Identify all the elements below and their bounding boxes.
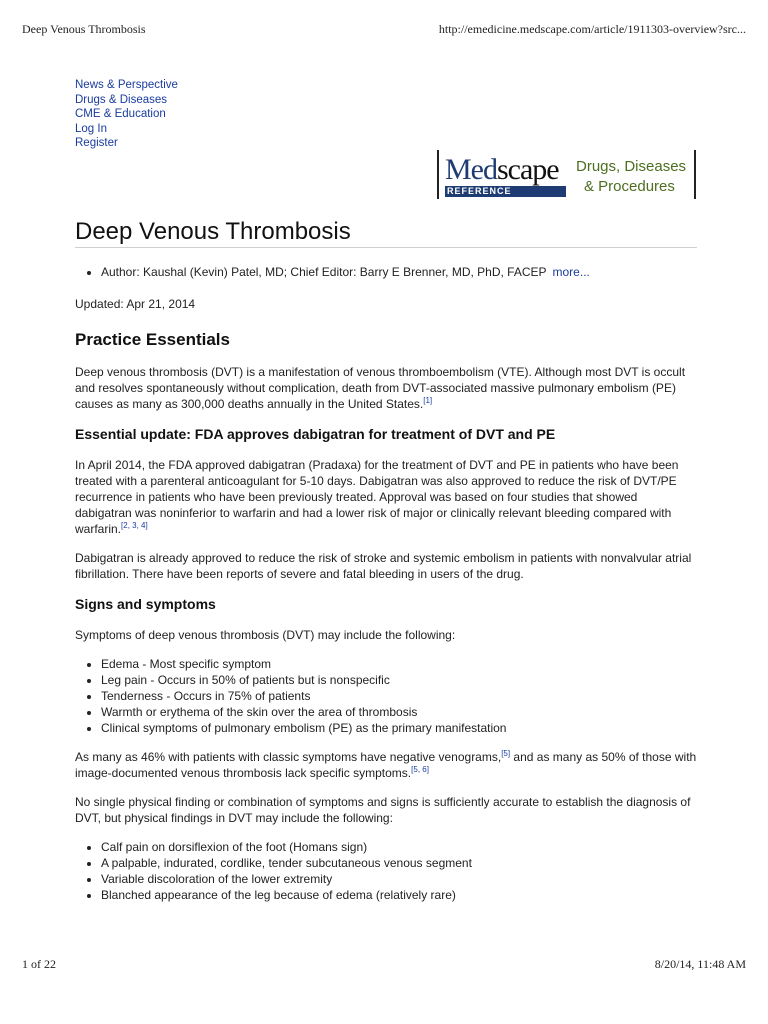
update-paragraph-1	[75, 457, 697, 537]
print-footer	[22, 957, 746, 973]
medscape-reference-logo[interactable]	[437, 150, 696, 199]
top-nav	[75, 78, 178, 151]
logo-tagline-line1: Drugs, Diseases	[576, 158, 687, 175]
list-item: • Edema - Most specific symptom	[101, 656, 697, 672]
logo-reference-bar: REFERENCE	[445, 186, 566, 197]
list-item: • Variable discoloration of the lower extremity	[101, 871, 697, 887]
author-text: Author: Kaushal (Kevin) Patel, MD; Chief Editor: Barry E Brenner, MD, PhD, FACEP	[101, 265, 547, 279]
essential-update-heading: Essential update: FDA approves dabigatran for treatment of DVT and PE	[75, 426, 556, 442]
list-item: • Blanched appearance of the leg because of edema (relatively rare)	[101, 887, 697, 903]
list-item: • Tenderness - Occurs in 75% of patients	[101, 688, 697, 704]
venogram-paragraph	[75, 749, 697, 781]
citation-link[interactable]: [2, 3, 4]	[121, 521, 148, 530]
signs-intro: Symptoms of deep venous thrombosis (DVT) may include the following:	[75, 628, 456, 642]
section-heading-practice-essentials: Practice Essentials	[75, 330, 230, 349]
page-title: Deep Venous Thrombosis	[75, 218, 351, 245]
author-item	[101, 264, 697, 280]
signs-symptoms-heading: Signs and symptoms	[75, 596, 216, 612]
author-list	[75, 264, 697, 280]
nav-link-news-perspective[interactable]: News & Perspective	[75, 79, 178, 91]
logo-tagline-line2: & Procedures	[584, 178, 675, 195]
title-divider	[75, 247, 697, 248]
more-authors-link[interactable]: more...	[552, 265, 590, 279]
logo-wordmark	[445, 154, 559, 186]
logo-tagline	[576, 157, 691, 197]
citation-link[interactable]: [1]	[423, 396, 433, 405]
list-item: • Leg pain - Occurs in 50% of patients but is nonspecific	[101, 672, 697, 688]
nav-link-drugs-diseases[interactable]: Drugs & Diseases	[75, 93, 168, 106]
citation-link[interactable]: [5, 6]	[411, 765, 429, 774]
intro-paragraph	[75, 364, 697, 412]
logo-scape-text: scape	[497, 153, 559, 186]
symptoms-list	[75, 656, 697, 736]
nav-link-cme-education[interactable]: CME & Education	[75, 108, 166, 120]
venogram-text-b: and as many as 50% of those with image-documented venous thrombosis lack specific symptoms.	[75, 750, 697, 780]
nav-link-register[interactable]: Register	[75, 137, 118, 149]
list-item: • Clinical symptoms of pulmonary embolism (PE) as the primary manifestation	[101, 720, 697, 736]
update-text-1: In April 2014, the FDA approved dabigatran (Pradaxa) for the treatment of DVT and PE in patients who have been treated with a parenteral anticoagulant for 5-10 days. Dabigatran was also approved to reduce the risk of DVT/PE recurrence in patients who have been previously treated. Approval was based on four studies that showed dabigatran was noninferior to warfarin and had a lower risk of major or clinically relevant bleeding compared with warfarin.	[75, 458, 679, 536]
citation-link[interactable]: [5]	[501, 749, 511, 758]
page-counter: 1 of 22	[22, 957, 56, 971]
list-item: • A palpable, indurated, cordlike, tender subcutaneous venous segment	[101, 855, 697, 871]
physical-findings-intro: No single physical finding or combination of symptoms and signs is sufficiently accurate to establish the diagnosis of DVT, but physical findings in DVT may include the following:	[75, 795, 691, 825]
updated-date: Updated: Apr 21, 2014	[75, 297, 196, 311]
nav-link-log-in[interactable]: Log In	[75, 122, 107, 135]
print-header	[22, 22, 746, 38]
logo-med-text: Med	[445, 153, 497, 186]
list-item: • Warmth or erythema of the skin over the area of thrombosis	[101, 704, 697, 720]
venogram-text-a: As many as 46% with patients with classic symptoms have negative venograms,	[75, 750, 502, 764]
print-datetime: 8/20/14, 11:48 AM	[654, 957, 746, 971]
print-header-url: http://emedicine.medscape.com/article/1911303-overview?src...	[438, 22, 746, 36]
list-item: • Calf pain on dorsiflexion of the foot (Homans sign)	[101, 839, 697, 855]
findings-list	[75, 839, 697, 903]
print-header-title: Deep Venous Thrombosis	[22, 22, 146, 36]
update-paragraph-2: Dabigatran is already approved to reduce the risk of stroke and systemic embolism in patients with nonvalvular atrial fibrillation. There have been reports of severe and fatal bleeding in users of the drug.	[75, 551, 692, 581]
intro-text: Deep venous thrombosis (DVT) is a manifestation of venous thromboembolism (VTE). Although most DVT is occult and resolves spontaneously without complication, death from DVT-associated massive pulmonary embolism (PE) causes as many as 300,000 deaths annually in the United States.	[75, 365, 686, 411]
article-body	[75, 264, 697, 916]
